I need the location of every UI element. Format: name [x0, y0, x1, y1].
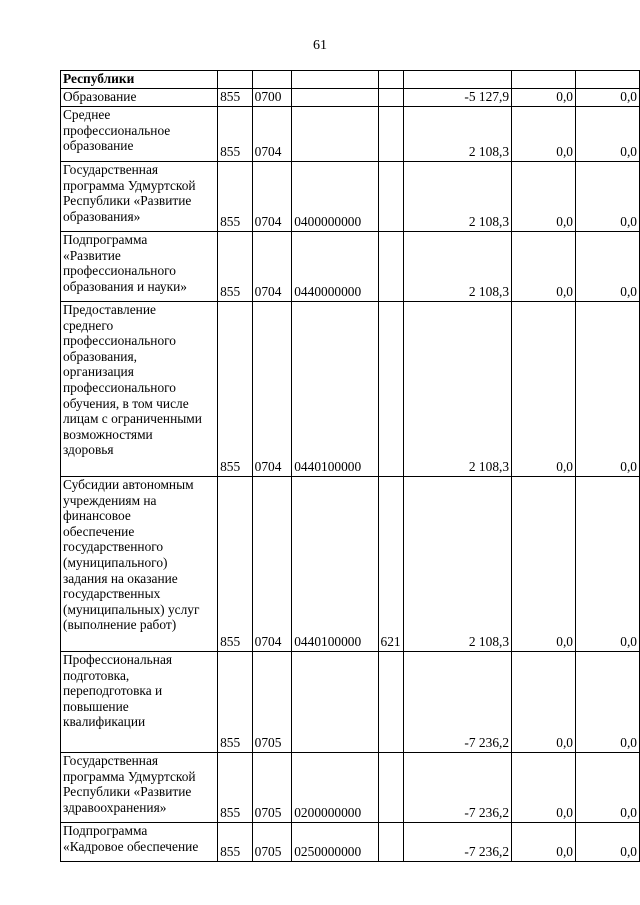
cell-target-article: 0440100000: [292, 302, 378, 477]
table-row: [61, 162, 640, 232]
cell-section: 0704: [252, 477, 292, 652]
cell-name: Профессиональная подготовка, переподготовка и повышение квалификации: [61, 652, 218, 753]
page-number: 61: [313, 38, 327, 53]
cell-amount-2: 0,0: [512, 232, 576, 302]
cell-expense-type: [378, 652, 403, 753]
table-row: [61, 232, 640, 302]
cell-amount-1: 2 108,3: [403, 162, 511, 232]
cell-grbs: 855: [218, 823, 253, 862]
cell-grbs: 855: [218, 107, 253, 162]
cell-amount-3: 0,0: [576, 302, 640, 477]
cell-amount-1: -7 236,2: [403, 823, 511, 862]
cell-section: 0705: [252, 753, 292, 823]
cell-grbs: 855: [218, 232, 253, 302]
cell-name: Государственная программа Удмуртской Республики «Развитие здравоохранения»: [61, 753, 218, 823]
cell-expense-type: [378, 162, 403, 232]
cell-amount-2: 0,0: [512, 302, 576, 477]
cell-expense-type: 621: [378, 477, 403, 652]
cell-grbs: 855: [218, 89, 253, 107]
cell-name: Среднее профессиональное образование: [61, 107, 218, 162]
cell-amount-2: [512, 71, 576, 89]
cell-expense-type: [378, 89, 403, 107]
cell-amount-2: 0,0: [512, 823, 576, 862]
cell-target-article: 0400000000: [292, 162, 378, 232]
cell-amount-2: 0,0: [512, 753, 576, 823]
cell-name: Субсидии автономным учреждениям на финансовое обеспечение государственного (муниципального) задания на оказание государственных (муниципальных) услуг (выполнение работ): [61, 477, 218, 652]
cell-amount-1: 2 108,3: [403, 477, 511, 652]
cell-amount-1: 2 108,3: [403, 232, 511, 302]
cell-target-article: 0440000000: [292, 232, 378, 302]
table-row: [61, 89, 640, 107]
cell-name: Республики: [61, 71, 218, 89]
budget-table: [60, 70, 640, 862]
cell-grbs: 855: [218, 302, 253, 477]
cell-amount-3: 0,0: [576, 232, 640, 302]
cell-section: 0704: [252, 302, 292, 477]
cell-amount-2: 0,0: [512, 89, 576, 107]
cell-amount-1: -5 127,9: [403, 89, 511, 107]
table-row: [61, 753, 640, 823]
cell-name: Подпрограмма «Развитие профессионального образования и науки»: [61, 232, 218, 302]
cell-expense-type: [378, 302, 403, 477]
cell-expense-type: [378, 753, 403, 823]
cell-target-article: [292, 107, 378, 162]
cell-target-article: 0200000000: [292, 753, 378, 823]
cell-expense-type: [378, 823, 403, 862]
table-body: [61, 71, 640, 862]
cell-grbs: 855: [218, 652, 253, 753]
cell-section: 0705: [252, 652, 292, 753]
cell-target-article: [292, 71, 378, 89]
cell-name: Государственная программа Удмуртской Республики «Развитие образования»: [61, 162, 218, 232]
cell-name: Образование: [61, 89, 218, 107]
cell-section: 0704: [252, 232, 292, 302]
cell-amount-2: 0,0: [512, 162, 576, 232]
table-row: [61, 477, 640, 652]
cell-grbs: 855: [218, 753, 253, 823]
cell-amount-1: 2 108,3: [403, 107, 511, 162]
cell-amount-3: 0,0: [576, 652, 640, 753]
cell-target-article: 0250000000: [292, 823, 378, 862]
cell-section: 0700: [252, 89, 292, 107]
cell-expense-type: [378, 232, 403, 302]
cell-section: 0704: [252, 162, 292, 232]
cell-amount-3: 0,0: [576, 753, 640, 823]
cell-amount-2: 0,0: [512, 652, 576, 753]
table-row: [61, 823, 640, 862]
cell-amount-3: [576, 71, 640, 89]
table-row: [61, 107, 640, 162]
cell-amount-3: 0,0: [576, 477, 640, 652]
cell-amount-3: 0,0: [576, 107, 640, 162]
cell-grbs: [218, 71, 253, 89]
cell-target-article: [292, 89, 378, 107]
cell-section: 0704: [252, 107, 292, 162]
cell-amount-3: 0,0: [576, 162, 640, 232]
cell-name: Предоставление среднего профессионального образования, организация профессионального обучения, в том числе лицам с ограниченными возможностями здоровья: [61, 302, 218, 477]
cell-amount-3: 0,0: [576, 89, 640, 107]
cell-expense-type: [378, 71, 403, 89]
cell-amount-1: -7 236,2: [403, 753, 511, 823]
table-row: [61, 652, 640, 753]
cell-amount-2: 0,0: [512, 477, 576, 652]
cell-amount-1: [403, 71, 511, 89]
cell-amount-3: 0,0: [576, 823, 640, 862]
cell-amount-2: 0,0: [512, 107, 576, 162]
table-row: [61, 302, 640, 477]
cell-amount-1: 2 108,3: [403, 302, 511, 477]
table-row: [61, 71, 640, 89]
cell-grbs: 855: [218, 477, 253, 652]
cell-amount-1: -7 236,2: [403, 652, 511, 753]
cell-target-article: [292, 652, 378, 753]
cell-expense-type: [378, 107, 403, 162]
cell-section: 0705: [252, 823, 292, 862]
cell-target-article: 0440100000: [292, 477, 378, 652]
cell-name: Подпрограмма «Кадровое обеспечение: [61, 823, 218, 862]
cell-grbs: 855: [218, 162, 253, 232]
cell-section: [252, 71, 292, 89]
